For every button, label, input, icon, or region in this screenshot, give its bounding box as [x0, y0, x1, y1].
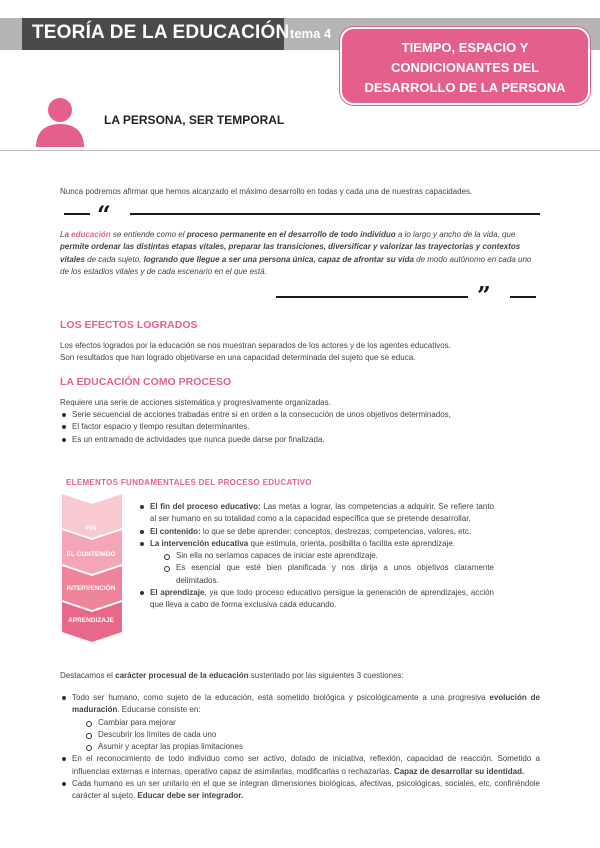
divider — [0, 150, 600, 151]
list-item: La intervención educativa que estimula, orienta, posibilita o facilita este aprendizaje. Sin ella no seríamos capaces de iniciar este aprendizaje. Es esencial que esté bien planificada y nos dirija a unos objetivos claramente delimitados. — [138, 538, 494, 587]
list-item: Cada humano es un ser unitario en el que se integran dimensiones biológicas, afectivas, psicológicas, sociales, etc, confiriéndole carácter al sujeto. Educar debe ser integrador. — [60, 778, 540, 803]
list-item: El aprendizaje, ya que todo proceso educativo persigue la generación de aprendizajes, acción que lleva a cabo de forma exclusiva cada educando. — [138, 587, 494, 612]
sub-list-item: Es esencial que esté bien planificada y nos dirija a unos objetivos claramente delimitados. — [150, 562, 494, 587]
proceso-intro: Requiere una serie de acciones sistemática y progresivamente organizadas. — [60, 398, 331, 407]
topic-title-line: DESARROLLO DE LA PERSONA — [364, 80, 566, 95]
sub-list-item: Descubrir los límites de cada uno — [72, 729, 540, 741]
topic-title-box — [340, 27, 590, 105]
open-quote-icon: “ — [97, 200, 111, 229]
page-title: TEORÍA DE LA EDUCACIÓN — [32, 22, 290, 43]
section-title: LA PERSONA, SER TEMPORAL — [104, 113, 285, 127]
chevron-label: EL CONTENIDO — [66, 551, 116, 558]
list-item: En el reconocimiento de todo individuo como ser activo, dotado de iniciativa, reflexión, capacidad de reacción. Sometido a influencias externas e internas, operativo capaz de asimilarlas, modificarlas o rechazarlas. Capaz de desarrollar su identidad. — [60, 753, 540, 778]
sub-list-item: Cambiar para mejorar — [72, 717, 540, 729]
topic-title-line: TIEMPO, ESPACIO Y — [401, 40, 529, 55]
list-item: El factor espacio y tiempo resultan determinantes. — [60, 421, 540, 433]
quote-line-left — [64, 213, 90, 215]
list-item: Todo ser humano, como sujeto de la educación, está sometido biológica y psicológicamente a una progresiva evolución de maduración. Educarse consiste en: Cambiar para mejorar Descubrir los límites de cada uno Asumir y aceptar las propias limitaciones — [60, 692, 540, 753]
chevron-label: INTERVENCIÓN — [66, 585, 116, 592]
person-icon — [34, 95, 86, 147]
quote-line-left — [276, 296, 468, 298]
caracter-intro: Destacamos el carácter procesual de la educación sustentado por las siguientes 3 cuestiones: — [60, 671, 404, 680]
list-item: Es un entramado de actividades que nunca puede darse por finalizada. — [60, 434, 540, 446]
quote-line-right — [510, 296, 536, 298]
list-item: Serie secuencial de acciones trabadas entre sí en orden a la consecución de unos objetivos determinados, — [60, 409, 540, 421]
subsection-heading: ELEMENTOS FUNDAMENTALES DEL PROCESO EDUCATIVO — [66, 478, 312, 487]
caracter-list — [60, 692, 540, 803]
topic-number: tema 4 — [290, 26, 332, 41]
list-item: El fin del proceso educativo: Las metas a lograr, las competencias a adquirir. Se refiere tanto al ser humano en su totalidad como a la capacidad específica que se pretende desarrollar. — [138, 501, 494, 526]
section-heading: LOS EFECTOS LOGRADOS — [60, 319, 198, 331]
quote-text: La educación se entiende como el proceso permanente en el desarrollo de todo individuo a lo largo y ancho de la vida, que permite ordenar las distintas etapas vitales, preparar las transiciones, diversificar y valorizar las trayectorias y contextos vitales de cada sujeto, logrando que llegue a ser una persona única, capaz de afrontar su vida de modo autónomo en cada uno de los estadios vitales y de cada escenario en el que está. — [60, 230, 532, 277]
quote-line-right — [130, 213, 540, 215]
section-heading: LA EDUCACIÓN COMO PROCESO — [60, 376, 232, 388]
sub-list-item: Asumir y aceptar las propias limitaciones — [72, 741, 540, 753]
list-item: El contenido: lo que se debe aprender: conceptos, destrezas, competencias, valores, etc. — [138, 526, 494, 538]
sub-list-item: Sin ella no seríamos capaces de iniciar este aprendizaje. — [150, 550, 494, 562]
topic-title-line: CONDICIONANTES DEL — [390, 60, 540, 75]
chevron-label: APRENDIZAJE — [68, 617, 114, 624]
intro-text: Nunca podremos afirmar que hemos alcanzado el máximo desarrollo en todas y cada una de nuestras capacidades. — [60, 187, 473, 196]
close-quote-icon: ” — [477, 281, 491, 310]
elementos-list — [138, 501, 494, 612]
chevron-label: FIN — [85, 525, 97, 532]
efectos-text: Los efectos logrados por la educación se nos muestran separados de los actores y de los agentes educativos. Son resultados que han logrado objetivarse en una capacidad determinada del sujeto que se educa. — [60, 341, 451, 363]
proceso-list — [60, 409, 540, 446]
